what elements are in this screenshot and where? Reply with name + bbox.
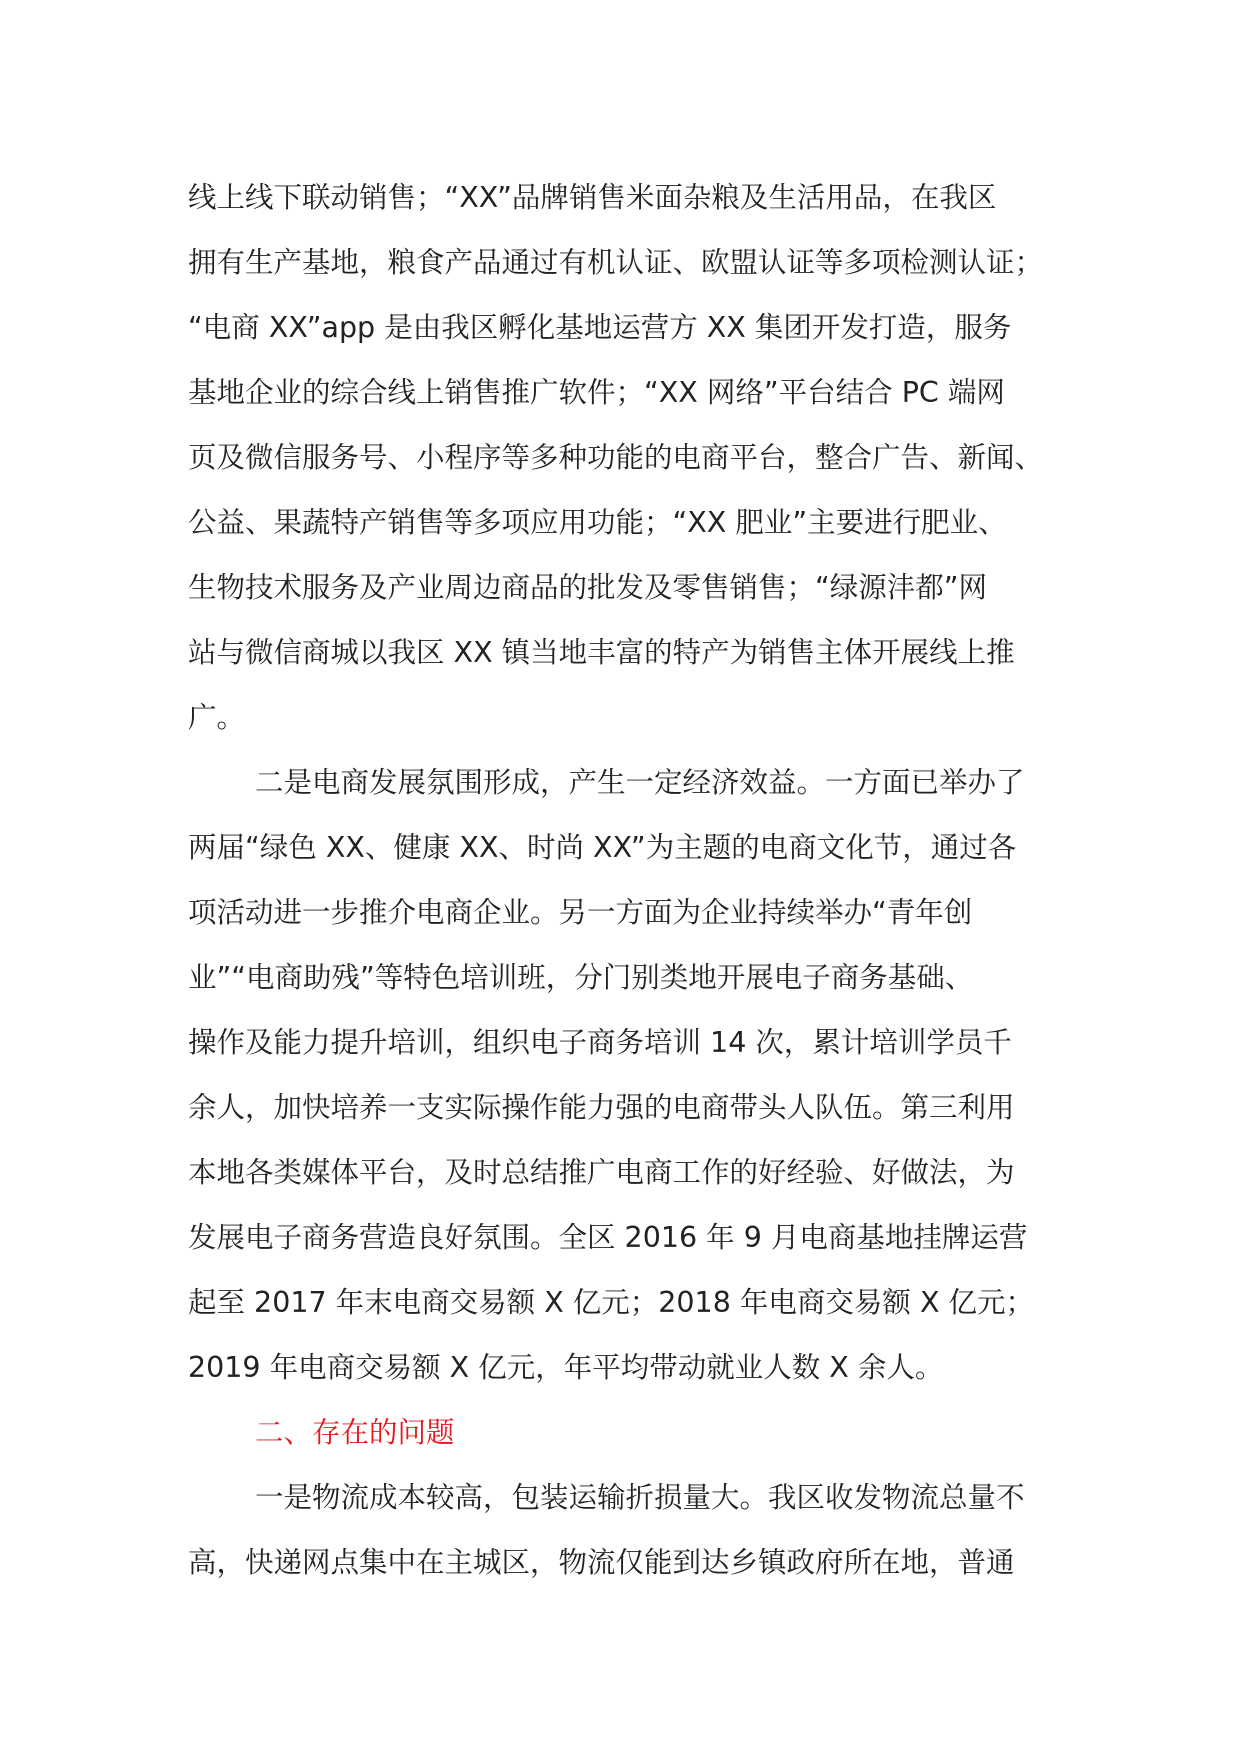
text-line: 站与微信商城以我区 XX 镇当地丰富的特产为销售主体开展线上推 xyxy=(188,636,1015,669)
text-line: 2019 年电商交易额 X 亿元，年平均带动就业人数 X 余人。 xyxy=(188,1351,944,1384)
text-line: 高，快递网点集中在主城区，物流仅能到达乡镇政府所在地，普通 xyxy=(188,1546,1015,1579)
text-line: 拥有生产基地，粮食产品通过有机认证、欧盟认证等多项检测认证； xyxy=(188,246,1044,279)
text-line: 发展电子商务营造良好氛围。全区 2016 年 9 月电商基地挂牌运营 xyxy=(188,1221,1028,1254)
text-line: 基地企业的综合线上销售推广软件；“XX 网络”平台结合 PC 端网 xyxy=(188,376,1005,409)
text-line: 项活动进一步推介电商企业。另一方面为企业持续举办“青年创 xyxy=(188,896,973,929)
text-line: 页及微信服务号、小程序等多种功能的电商平台，整合广告、新闻、 xyxy=(188,441,1044,474)
text-line: 操作及能力提升培训，组织电子商务培训 14 次，累计培训学员千 xyxy=(188,1026,1012,1059)
document-body xyxy=(188,165,1063,1595)
paragraph-first-line: 一是物流成本较高，包装运输折损量大。我区收发物流总量不 xyxy=(255,1481,1025,1514)
text-line: “电商 XX”app 是由我区孵化基地运营方 XX 集团开发打造，服务 xyxy=(188,311,1012,344)
text-line: 起至 2017 年末电商交易额 X 亿元；2018 年电商交易额 X 亿元； xyxy=(188,1286,1035,1319)
text-line: 本地各类媒体平台，及时总结推广电商工作的好经验、好做法，为 xyxy=(188,1156,1015,1189)
text-line: 线上线下联动销售；“XX”品牌销售米面杂粮及生活用品，在我区 xyxy=(188,181,997,214)
text-line: 业”“电商助残”等特色培训班，分门别类地开展电子商务基础、 xyxy=(188,961,974,994)
section-heading: 二、存在的问题 xyxy=(255,1416,455,1449)
text-line: 广。 xyxy=(188,701,246,734)
text-line: 生物技术服务及产业周边商品的批发及零售销售；“绿源沣都”网 xyxy=(188,571,988,604)
text-line: 公益、果蔬特产销售等多项应用功能；“XX 肥业”主要进行肥业、 xyxy=(188,506,1007,539)
paragraph-first-line: 二是电商发展氛围形成，产生一定经济效益。一方面已举办了 xyxy=(255,766,1025,799)
text-line: 余人，加快培养一支实际操作能力强的电商带头人队伍。第三利用 xyxy=(188,1091,1015,1124)
text-line: 两届“绿色 XX、健康 XX、时尚 XX”为主题的电商文化节，通过各 xyxy=(188,831,1017,864)
